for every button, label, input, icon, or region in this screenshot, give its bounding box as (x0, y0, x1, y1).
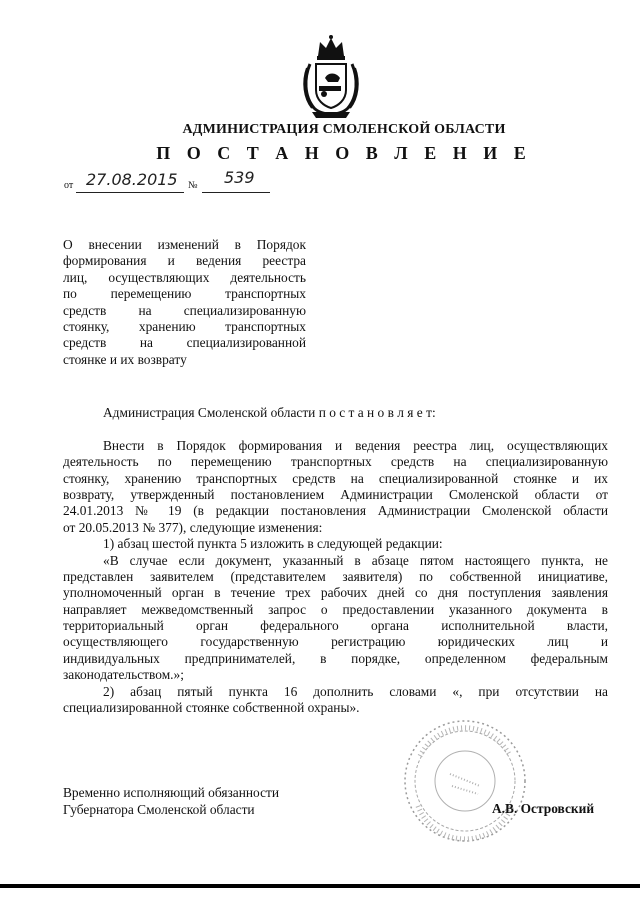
organization-title: АДМИНИСТРАЦИЯ СМОЛЕНСКОЙ ОБЛАСТИ (182, 122, 506, 137)
body-line: уполномоченный орган в течение трех рабочих дней со дня поступления заявления (63, 585, 608, 601)
body-line: деятельность по перемещению транспортных средств на специализированную (63, 454, 608, 470)
body-line: индивидуальных предпринимателей, в порядке, определенном федеральным (63, 650, 608, 666)
signer-position-line: Временно исполняющий обязанности (63, 785, 280, 800)
body-line: 24.01.2013 № 19 (в редакции постановления Администрации Смоленской области (63, 503, 608, 519)
signer-name: А.В. Островский (492, 801, 595, 816)
number-label: № (188, 180, 198, 191)
document-body (63, 405, 608, 716)
body-line: «В случае если документ, указанный в абзаце пятом настоящего пункта, не (103, 552, 608, 568)
subject-line: по перемещению транспортных (63, 286, 306, 302)
body-line: стоянку, хранению транспортных средств на специализированной стоянке и их (63, 470, 608, 486)
subject-line: средств на специализированную (63, 302, 306, 318)
date-underline (76, 192, 184, 193)
subject-line: формирования и ведения реестра (63, 253, 306, 269)
body-line: осуществляющего государственную регистрацию юридических лиц и (63, 634, 608, 650)
signer-position (63, 784, 279, 818)
body-line: представлен заявителем (представителем заявителя) по собственной инициативе, (63, 568, 608, 584)
number-handwritten: 539 (224, 168, 255, 187)
signer-position-line: Губернатора Смоленской области (63, 802, 255, 817)
subject-line: лиц, осуществляющих деятельность (63, 269, 306, 285)
document-type: П О С Т А Н О В Л Е Н И Е (156, 143, 532, 163)
body-line: 2) абзац пятый пункта 16 дополнить словами «, при отсутствии на (103, 683, 608, 699)
coat-of-arms-icon (298, 34, 364, 120)
subject-line: средств на специализированной (63, 335, 306, 351)
decree-line: Администрация Смоленской области п о с т а н о в л я е т: (103, 405, 436, 420)
subject-line: стоянку, хранению транспортных (63, 319, 306, 335)
body-line: территориальный орган федерального органа исполнительной власти, (63, 618, 608, 634)
body-line: от 20.05.2013 № 377), следующие изменения: (63, 519, 323, 535)
date-label: от (64, 180, 74, 191)
scan-edge-bar (0, 884, 640, 888)
body-line: Внести в Порядок формирования и ведения реестра лиц, осуществляющих (103, 437, 608, 453)
number-underline (202, 192, 270, 193)
official-stamp-icon (400, 716, 530, 846)
body-line: направляет межведомственный запрос о предоставлении указанного документа в (63, 601, 608, 617)
date-handwritten: 27.08.2015 (86, 170, 178, 189)
body-line: законодательством.»; (63, 667, 184, 683)
body-line: специализированной стоянке собственной охраны». (63, 700, 360, 716)
subject-block (63, 237, 306, 368)
subject-line: О внесении изменений в Порядок (63, 237, 306, 252)
subject-line: стоянке и их возврату (63, 351, 187, 367)
body-line: возврату, утвержденный постановлением Администрации Смоленской области от (63, 486, 608, 502)
body-line: 1) абзац шестой пункта 5 изложить в следующей редакции: (103, 536, 443, 552)
